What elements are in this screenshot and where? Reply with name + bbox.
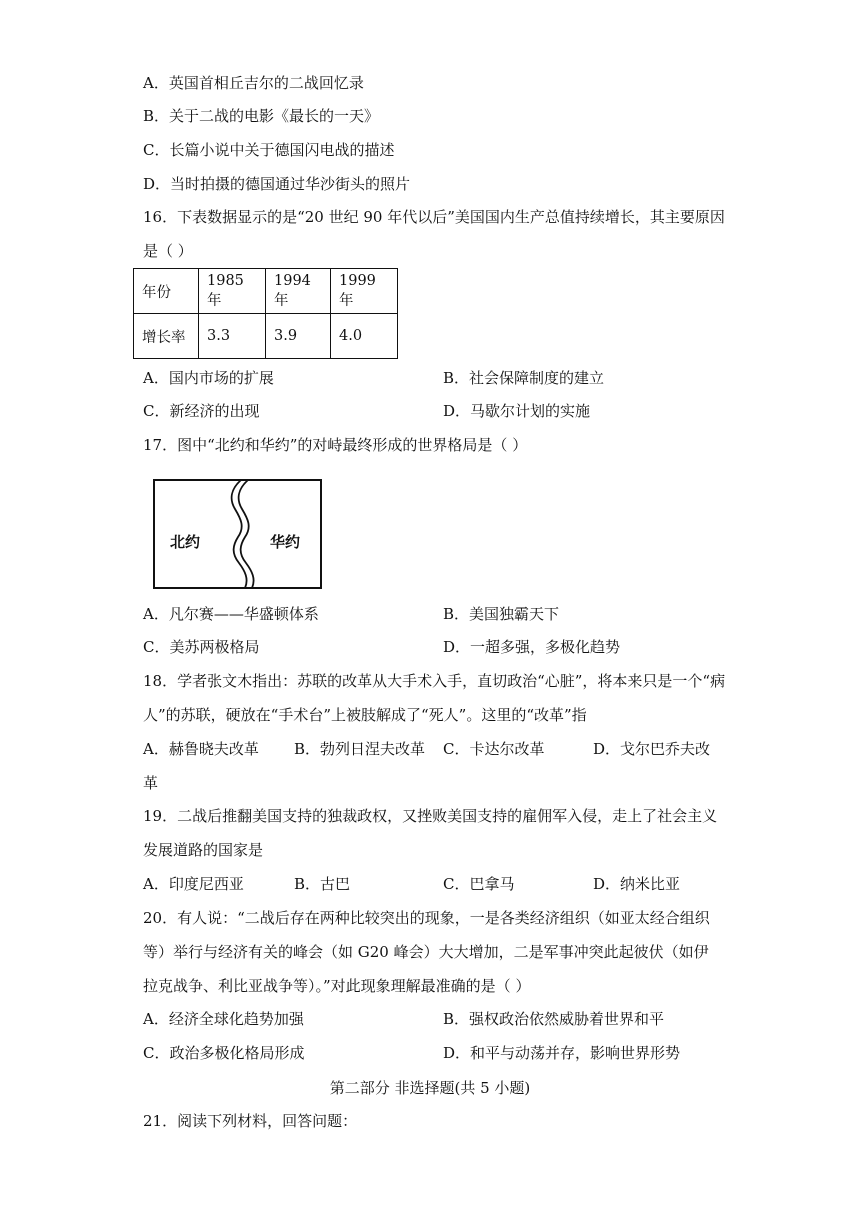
q19-option-a: A．印度尼西亚 — [143, 875, 244, 893]
q19-option-b: B．古巴 — [294, 875, 351, 893]
map-label-nato: 北约 — [170, 533, 201, 551]
q20-option-c: C．政治多极化格局形成 — [143, 1044, 305, 1062]
table-cell: 增长率 — [134, 314, 199, 359]
q15-option-c: C．长篇小说中关于德国闪电战的描述 — [143, 141, 395, 159]
q17-option-d: D．一超多强，多极化趋势 — [443, 638, 621, 656]
q18-option-a: A．赫鲁晓夫改革 — [143, 740, 259, 758]
q18-stem-line2: 人”的苏联，硬放在“手术台”上被肢解成了“死人”。这里的“改革”指 — [143, 706, 587, 724]
q20-stem-line3: 拉克战争、利比亚战争等）。”对此现象理解最准确的是（ ） — [143, 977, 531, 995]
q19-stem-line2: 发展道路的国家是 — [143, 841, 264, 859]
q16-stem-line1: 16．下表数据显示的是“20 世纪 90 年代以后”美国国内生产总值持续增长，其主要原因 — [143, 208, 725, 226]
q20-stem-line1: 20．有人说：“二战后存在两种比较突出的现象，一是各类经济组织（如亚太经合组织 — [143, 909, 710, 927]
q18-option-d: D．戈尔巴乔夫改 — [593, 740, 711, 758]
q16-option-a: A．国内市场的扩展 — [143, 369, 274, 387]
q21-stem: 21．阅读下列材料，回答问题： — [143, 1112, 358, 1130]
q17-option-b: B．美国独霸天下 — [443, 605, 560, 623]
table-cell: 1994 年 — [266, 269, 331, 314]
q17-stem: 17．图中“北约和华约”的对峙最终形成的世界格局是（ ） — [143, 436, 528, 454]
q18-option-d-wrap: 革 — [143, 774, 159, 792]
q18-stem-line1: 18．学者张文木指出：苏联的改革从大手术入手，直切政治“心脏”，将本来只是一个“病 — [143, 672, 726, 690]
q17-option-a: A．凡尔赛——华盛顿体系 — [143, 605, 319, 623]
q17-map-figure — [153, 479, 323, 590]
table-row — [134, 269, 398, 314]
map-label-warsaw: 华约 — [270, 533, 301, 551]
q20-option-b: B．强权政治依然威胁着世界和平 — [443, 1010, 665, 1028]
q20-option-a: A．经济全球化趋势加强 — [143, 1010, 304, 1028]
section-title: 第二部分 非选择题(共 5 小题) — [329, 1079, 531, 1097]
table-row — [134, 314, 398, 359]
table-cell: 3.3 — [199, 314, 266, 359]
table-cell: 年份 — [134, 269, 199, 314]
table-cell: 1999 年 — [331, 269, 398, 314]
q15-option-d: D．当时拍摄的德国通过华沙街头的照片 — [143, 175, 411, 193]
q16-data-table — [133, 268, 398, 359]
q16-stem-line2: 是（ ） — [143, 242, 193, 260]
q18-option-c: C．卡达尔改革 — [443, 740, 545, 758]
q15-option-b: B．关于二战的电影《最长的一天》 — [143, 107, 380, 125]
q19-option-c: C．巴拿马 — [443, 875, 515, 893]
q16-option-c: C．新经济的出现 — [143, 402, 260, 420]
table-cell: 3.9 — [266, 314, 331, 359]
q19-stem-line1: 19．二战后推翻美国支持的独裁政权，又挫败美国支持的雇佣军入侵，走上了社会主义 — [143, 807, 718, 825]
table-cell: 1985 年 — [199, 269, 266, 314]
q16-option-d: D．马歇尔计划的实施 — [443, 402, 591, 420]
q16-option-b: B．社会保障制度的建立 — [443, 369, 605, 387]
q15-option-a: A．英国首相丘吉尔的二战回忆录 — [143, 74, 364, 92]
q20-option-d: D．和平与动荡并存，影响世界形势 — [443, 1044, 681, 1062]
q20-stem-line2: 等）举行与经济有关的峰会（如 G20 峰会）大大增加，二是军事冲突此起彼伏（如伊 — [143, 943, 709, 961]
q18-option-b: B．勃列日涅夫改革 — [294, 740, 426, 758]
q19-option-d: D．纳米比亚 — [593, 875, 681, 893]
q17-option-c: C．美苏两极格局 — [143, 638, 260, 656]
table-cell: 4.0 — [331, 314, 398, 359]
